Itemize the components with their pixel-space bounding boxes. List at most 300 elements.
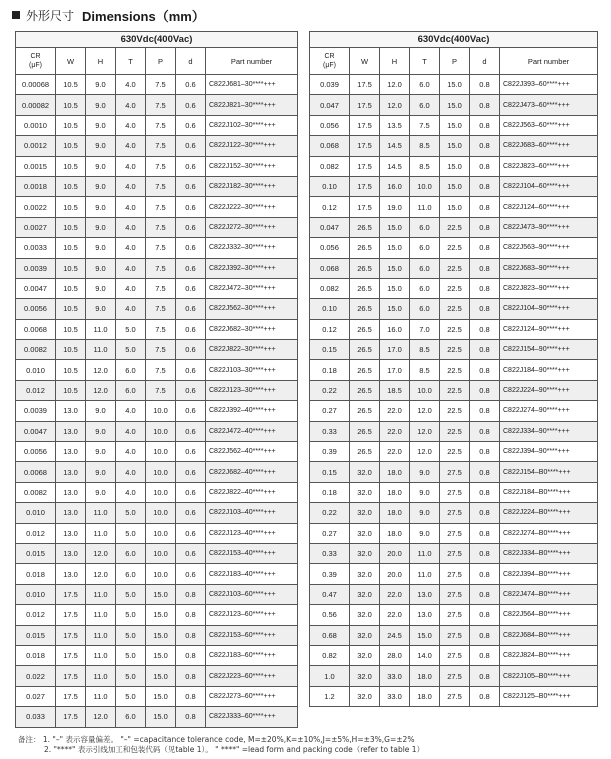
table-cell: 17.5 (350, 115, 380, 135)
table-cell: 11.0 (86, 625, 116, 645)
table-row (16, 401, 298, 421)
table-cell: 15.0 (146, 645, 176, 665)
part-number-cell: C822J562–40****+++ (206, 442, 298, 462)
table-row (310, 278, 598, 298)
part-number-cell: C822J103–30****+++ (206, 360, 298, 380)
table-row (16, 115, 298, 135)
part-number-cell: C822J392–40****+++ (206, 401, 298, 421)
table-row (16, 197, 298, 217)
table-cell: 27.5 (440, 605, 470, 625)
table-cell: 0.010 (16, 360, 56, 380)
table-cell: 6.0 (410, 95, 440, 115)
table-cell: 5.0 (116, 686, 146, 706)
table-row (16, 462, 298, 482)
column-header: W (350, 48, 380, 75)
table-cell: 32.0 (350, 605, 380, 625)
part-number-cell: C822J183–60****+++ (206, 645, 298, 665)
table-cell: 22.5 (440, 217, 470, 237)
table-cell: 11.0 (86, 605, 116, 625)
column-header: CR (μF) (16, 48, 56, 75)
table-row (310, 115, 598, 135)
table-cell: 0.8 (470, 625, 500, 645)
table-cell: 0.6 (176, 217, 206, 237)
table-cell: 10.0 (146, 462, 176, 482)
table-cell: 0.6 (176, 360, 206, 380)
table-cell: 0.8 (470, 95, 500, 115)
table-cell: 7.5 (146, 115, 176, 135)
table-cell: 0.8 (470, 136, 500, 156)
table-row (16, 380, 298, 400)
table-cell: 6.0 (410, 299, 440, 319)
table-cell: 7.5 (146, 360, 176, 380)
table-cell: 13.0 (56, 462, 86, 482)
table-cell: 11.0 (410, 564, 440, 584)
table-cell: 15.0 (440, 95, 470, 115)
table-cell: 10.0 (146, 482, 176, 502)
table-cell: 27.5 (440, 543, 470, 563)
note-1: 备注： 1. "–" 表示容量偏差。 "–" =capacitance tolerance code, M=±20%,K=±10%,J=±5%,H=±3%,G=±2% (18, 735, 415, 744)
part-number-cell: C822J563–60****+++ (500, 115, 598, 135)
table-cell: 9.0 (86, 217, 116, 237)
table-cell: 16.0 (380, 319, 410, 339)
table-cell: 17.5 (350, 197, 380, 217)
table-cell: 15.0 (146, 666, 176, 686)
table-cell: 0.8 (176, 707, 206, 727)
part-number-cell: C822J682–30****+++ (206, 319, 298, 339)
table-cell: 12.0 (86, 707, 116, 727)
table-cell: 10.5 (56, 258, 86, 278)
table-cell: 11.0 (86, 645, 116, 665)
part-number-cell: C822J124–90****+++ (500, 319, 598, 339)
table-cell: 10.5 (56, 278, 86, 298)
table-row (16, 645, 298, 665)
table-cell: 13.0 (56, 503, 86, 523)
column-header: H (380, 48, 410, 75)
table-cell: 0.8 (470, 503, 500, 523)
table-cell: 4.0 (116, 421, 146, 441)
table-cell: 7.5 (146, 176, 176, 196)
table-cell: 17.5 (56, 686, 86, 706)
table-cell: 0.33 (310, 543, 350, 563)
table-cell: 15.0 (146, 625, 176, 645)
table-cell: 4.0 (116, 197, 146, 217)
table-cell: 32.0 (350, 564, 380, 584)
table-cell: 27.5 (440, 462, 470, 482)
table-row (16, 136, 298, 156)
part-number-cell: C822J184–90****+++ (500, 360, 598, 380)
part-number-cell: C822J222–30****+++ (206, 197, 298, 217)
table-cell: 0.8 (470, 360, 500, 380)
part-number-cell: C822J183–40****+++ (206, 564, 298, 584)
part-number-cell: C822J564–B0****+++ (500, 605, 598, 625)
table-row (16, 625, 298, 645)
table-cell: 0.056 (310, 238, 350, 258)
table-cell: 11.0 (86, 523, 116, 543)
table-cell: 10.0 (146, 421, 176, 441)
part-number-cell: C822J123–60****+++ (206, 605, 298, 625)
table-cell: 8.5 (410, 360, 440, 380)
table-cell: 26.5 (350, 360, 380, 380)
table-cell: 9.0 (410, 462, 440, 482)
table-row (310, 584, 598, 604)
column-header: W (56, 48, 86, 75)
table-row (16, 707, 298, 727)
table-cell: 0.8 (470, 238, 500, 258)
table-cell: 32.0 (350, 645, 380, 665)
table-cell: 5.0 (116, 625, 146, 645)
table-cell: 18.0 (380, 503, 410, 523)
table-cell: 15.0 (146, 707, 176, 727)
table-cell: 0.8 (470, 645, 500, 665)
table-cell: 22.5 (440, 258, 470, 278)
table-cell: 27.5 (440, 686, 470, 706)
table-cell: 27.5 (440, 645, 470, 665)
table-cell: 4.0 (116, 217, 146, 237)
table-row (310, 319, 598, 339)
table-cell: 0.8 (470, 584, 500, 604)
table-cell: 0.8 (470, 156, 500, 176)
part-number-cell: C822J105–B0****+++ (500, 666, 598, 686)
table-row (310, 156, 598, 176)
table-cell: 27.5 (440, 482, 470, 502)
table-cell: 8.5 (410, 156, 440, 176)
table-cell: 0.022 (16, 666, 56, 686)
table-cell: 0.8 (470, 462, 500, 482)
table-cell: 13.0 (56, 401, 86, 421)
table-cell: 10.5 (56, 238, 86, 258)
table-cell: 0.15 (310, 340, 350, 360)
table-cell: 4.0 (116, 136, 146, 156)
table-row (310, 421, 598, 441)
table-cell: 6.0 (116, 360, 146, 380)
table-cell: 0.6 (176, 380, 206, 400)
table-cell: 0.0027 (16, 217, 56, 237)
table-row (310, 523, 598, 543)
table-cell: 0.8 (470, 217, 500, 237)
table-cell: 26.5 (350, 278, 380, 298)
column-header: P (146, 48, 176, 75)
table-cell: 6.0 (410, 278, 440, 298)
table-cell: 4.0 (116, 462, 146, 482)
table-cell: 0.0018 (16, 176, 56, 196)
part-number-cell: C822J394–90****+++ (500, 442, 598, 462)
table-cell: 0.6 (176, 258, 206, 278)
table-cell: 15.0 (410, 625, 440, 645)
table-cell: 13.0 (56, 421, 86, 441)
table-row (310, 645, 598, 665)
table-cell: 0.8 (470, 442, 500, 462)
table-cell: 0.0039 (16, 401, 56, 421)
table-cell: 9.0 (86, 156, 116, 176)
table-cell: 4.0 (116, 482, 146, 502)
table-cell: 17.5 (56, 666, 86, 686)
part-number-cell: C822J122–30****+++ (206, 136, 298, 156)
table-row (310, 238, 598, 258)
part-number-cell: C822J223–60****+++ (206, 666, 298, 686)
table-cell: 8.5 (410, 340, 440, 360)
table-cell: 0.6 (176, 278, 206, 298)
table-cell: 26.5 (350, 340, 380, 360)
table-cell: 10.0 (146, 503, 176, 523)
table-cell: 10.0 (146, 523, 176, 543)
table-cell: 0.27 (310, 523, 350, 543)
table-row (16, 319, 298, 339)
table-row (16, 564, 298, 584)
heading-english: Dimensions（mm） (82, 8, 205, 24)
table-cell: 15.0 (380, 258, 410, 278)
table-row (310, 503, 598, 523)
table-row (16, 360, 298, 380)
table-cell: 9.0 (86, 176, 116, 196)
table-cell: 0.8 (470, 686, 500, 706)
table-cell: 9.0 (86, 136, 116, 156)
table-cell: 4.0 (116, 115, 146, 135)
table-row (16, 686, 298, 706)
table-cell: 10.5 (56, 136, 86, 156)
table-cell: 0.015 (16, 543, 56, 563)
table-cell: 0.6 (176, 156, 206, 176)
part-number-cell: C822J154–B0****+++ (500, 462, 598, 482)
table-cell: 10.5 (56, 299, 86, 319)
table-cell: 0.8 (176, 605, 206, 625)
table-cell: 4.0 (116, 75, 146, 95)
table-cell: 5.0 (116, 503, 146, 523)
table-row (310, 176, 598, 196)
table-cell: 12.0 (410, 421, 440, 441)
table-cell: 10.5 (56, 176, 86, 196)
table-cell: 0.8 (470, 278, 500, 298)
table-cell: 0.8 (470, 523, 500, 543)
part-number-cell: C822J333–60****+++ (206, 707, 298, 727)
column-header: Part number (500, 48, 598, 75)
table-cell: 13.0 (56, 482, 86, 502)
note-2: 2. "****" 表示引线加工和包装代码（见table 1）。 " ****" =lead form and packing code（refer to table 1） (44, 745, 425, 754)
table-cell: 4.0 (116, 401, 146, 421)
table-cell: 7.5 (146, 197, 176, 217)
table-row (16, 156, 298, 176)
table-cell: 9.0 (86, 462, 116, 482)
table-cell: 10.5 (56, 115, 86, 135)
table-cell: 9.0 (86, 258, 116, 278)
table-cell: 6.0 (116, 707, 146, 727)
section-heading (12, 4, 205, 26)
table-cell: 0.0015 (16, 156, 56, 176)
table-cell: 22.5 (440, 340, 470, 360)
table-cell: 13.0 (410, 605, 440, 625)
table-cell: 0.018 (16, 564, 56, 584)
part-number-cell: C822J821–30****+++ (206, 95, 298, 115)
part-number-cell: C822J681–30****+++ (206, 75, 298, 95)
table-cell: 0.018 (16, 645, 56, 665)
table-cell: 9.0 (410, 503, 440, 523)
notes (18, 735, 424, 755)
table-cell: 0.010 (16, 584, 56, 604)
table-cell: 0.39 (310, 442, 350, 462)
part-number-cell: C822J683–60****+++ (500, 136, 598, 156)
table-cell: 26.5 (350, 217, 380, 237)
table-title: 630Vdc(400Vac) (16, 32, 298, 48)
table-cell: 15.0 (440, 176, 470, 196)
table-cell: 22.0 (380, 584, 410, 604)
part-number-cell: C822J103–40****+++ (206, 503, 298, 523)
table-cell: 0.8 (470, 197, 500, 217)
table-cell: 0.012 (16, 605, 56, 625)
part-number-cell: C822J104–60****+++ (500, 176, 598, 196)
table-cell: 0.0012 (16, 136, 56, 156)
table-cell: 0.0056 (16, 442, 56, 462)
table-cell: 9.0 (86, 299, 116, 319)
heading-chinese: 外形尺寸 (26, 8, 75, 23)
table-cell: 17.5 (56, 645, 86, 665)
table-cell: 27.5 (440, 584, 470, 604)
part-number-cell: C822J822–30****+++ (206, 340, 298, 360)
table-cell: 33.0 (380, 666, 410, 686)
table-cell: 0.8 (470, 401, 500, 421)
table-cell: 0.8 (470, 605, 500, 625)
table-cell: 0.0082 (16, 482, 56, 502)
table-cell: 0.6 (176, 319, 206, 339)
table-row (310, 299, 598, 319)
table-cell: 32.0 (350, 503, 380, 523)
table-cell: 0.6 (176, 75, 206, 95)
part-number-cell: C822J334–B0****+++ (500, 543, 598, 563)
table-row (16, 523, 298, 543)
table-cell: 17.5 (350, 176, 380, 196)
table-cell: 4.0 (116, 156, 146, 176)
table-cell: 7.5 (146, 136, 176, 156)
table-cell: 15.0 (440, 156, 470, 176)
table-cell: 5.0 (116, 645, 146, 665)
part-number-cell: C822J473–90****+++ (500, 217, 598, 237)
table-row (310, 605, 598, 625)
table-cell: 0.18 (310, 482, 350, 502)
table-cell: 26.5 (350, 442, 380, 462)
table-cell: 17.5 (350, 75, 380, 95)
part-number-cell: C822J274–B0****+++ (500, 523, 598, 543)
part-number-cell: C822J393–60****+++ (500, 75, 598, 95)
table-cell: 17.0 (380, 360, 410, 380)
table-cell: 4.0 (116, 299, 146, 319)
table-cell: 17.5 (350, 156, 380, 176)
table-cell: 11.0 (410, 543, 440, 563)
table-cell: 18.0 (380, 523, 410, 543)
table-cell: 0.0068 (16, 319, 56, 339)
table-cell: 10.0 (410, 380, 440, 400)
part-number-cell: C822J153–40****+++ (206, 543, 298, 563)
table-cell: 0.012 (16, 523, 56, 543)
column-header: H (86, 48, 116, 75)
table-cell: 15.0 (440, 197, 470, 217)
table-cell: 6.0 (410, 238, 440, 258)
table-cell: 6.0 (116, 380, 146, 400)
table-row (16, 543, 298, 563)
table-row (310, 401, 598, 421)
table-row (16, 605, 298, 625)
table-cell: 10.0 (410, 176, 440, 196)
part-number-cell: C822J682–40****+++ (206, 462, 298, 482)
table-cell: 26.5 (350, 380, 380, 400)
part-number-cell: C822J153–60****+++ (206, 625, 298, 645)
table-row (310, 686, 598, 706)
table-cell: 0.6 (176, 564, 206, 584)
table-cell: 7.0 (410, 319, 440, 339)
table-cell: 0.047 (310, 217, 350, 237)
table-cell: 0.6 (176, 442, 206, 462)
table-row (310, 75, 598, 95)
table-cell: 17.5 (350, 136, 380, 156)
table-cell: 5.0 (116, 666, 146, 686)
table-cell: 0.8 (470, 482, 500, 502)
table-cell: 32.0 (350, 686, 380, 706)
table-cell: 0.8 (176, 645, 206, 665)
table-cell: 10.5 (56, 319, 86, 339)
table-cell: 32.0 (350, 625, 380, 645)
table-row (16, 258, 298, 278)
part-number-cell: C822J224–90****+++ (500, 380, 598, 400)
table-cell: 22.5 (440, 238, 470, 258)
table-row (16, 482, 298, 502)
table-cell: 7.5 (146, 217, 176, 237)
part-number-cell: C822J332–30****+++ (206, 238, 298, 258)
table-cell: 6.0 (116, 543, 146, 563)
column-header: T (116, 48, 146, 75)
table-cell: 0.8 (470, 115, 500, 135)
table-row (16, 503, 298, 523)
table-cell: 26.5 (350, 401, 380, 421)
table-row (16, 75, 298, 95)
table-row (310, 340, 598, 360)
table-cell: 9.0 (86, 75, 116, 95)
table-cell: 20.0 (380, 543, 410, 563)
table-row (310, 380, 598, 400)
table-row (16, 299, 298, 319)
table-cell: 4.0 (116, 95, 146, 115)
table-cell: 0.6 (176, 401, 206, 421)
table-cell: 13.0 (56, 523, 86, 543)
table-cell: 32.0 (350, 462, 380, 482)
table-cell: 26.5 (350, 299, 380, 319)
table-cell: 0.6 (176, 462, 206, 482)
table-cell: 7.5 (146, 156, 176, 176)
table-cell: 4.0 (116, 442, 146, 462)
table-cell: 8.5 (410, 136, 440, 156)
dimensions-table-left (15, 31, 298, 728)
table-row (16, 340, 298, 360)
table-cell: 0.8 (470, 75, 500, 95)
table-cell: 0.47 (310, 584, 350, 604)
part-number-cell: C822J154–90****+++ (500, 340, 598, 360)
part-number-cell: C822J824–B0****+++ (500, 645, 598, 665)
table-cell: 19.0 (380, 197, 410, 217)
table-cell: 0.0047 (16, 278, 56, 298)
table-cell: 10.5 (56, 380, 86, 400)
table-cell: 11.0 (86, 319, 116, 339)
table-cell: 6.0 (410, 75, 440, 95)
table-cell: 10.0 (146, 543, 176, 563)
part-number-cell: C822J562–30****+++ (206, 299, 298, 319)
table-cell: 26.5 (350, 238, 380, 258)
table-cell: 15.0 (146, 584, 176, 604)
table-cell: 6.0 (410, 258, 440, 278)
table-row (310, 258, 598, 278)
table-cell: 11.0 (86, 686, 116, 706)
table-cell: 13.0 (56, 543, 86, 563)
table-row (16, 95, 298, 115)
bullet-square-icon (12, 11, 20, 19)
part-number-cell: C822J124–60****+++ (500, 197, 598, 217)
table-cell: 15.0 (440, 115, 470, 135)
table-cell: 12.0 (86, 543, 116, 563)
